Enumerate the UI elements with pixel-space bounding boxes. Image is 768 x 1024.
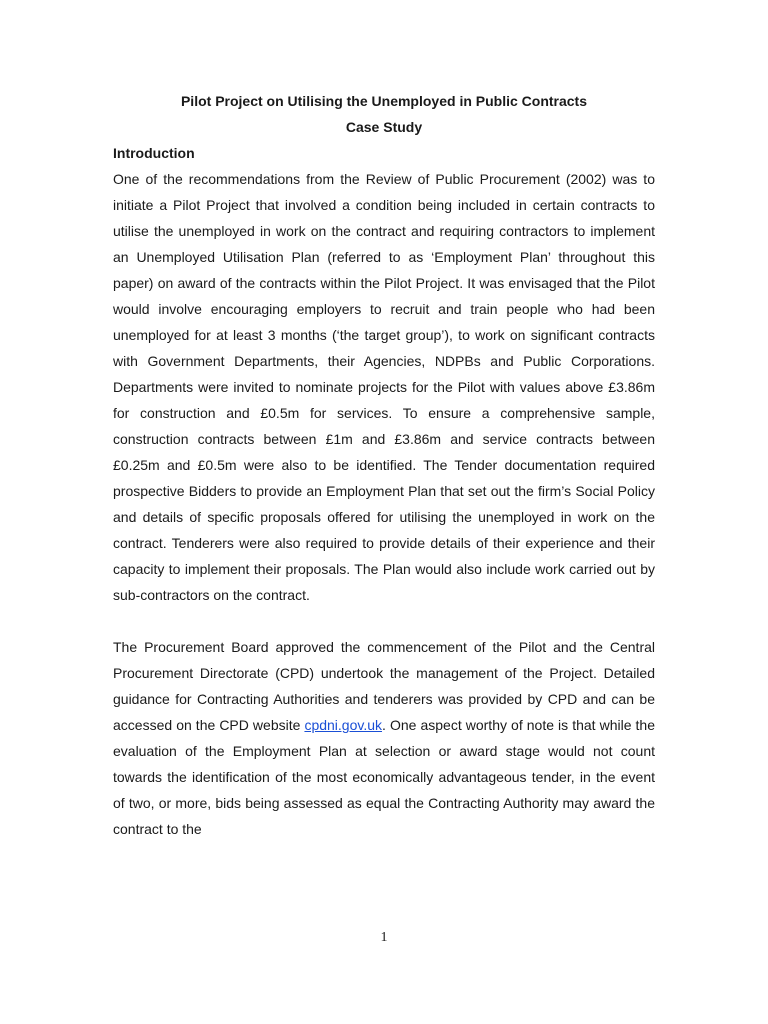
paragraph-2: [113, 634, 655, 842]
page-number: 1: [380, 930, 388, 945]
section-heading-introduction: Introduction: [113, 145, 195, 161]
cpd-website-link[interactable]: cpdni.gov.uk: [304, 717, 383, 733]
document-body: [113, 88, 655, 842]
paragraph-2-text-start: The Procurement Board approved the commencement of the Pilot and the Central Procurement Directorate (CPD) undertook the management of the Project. Detailed guidance for Contracting Authorities and tenderers was provided by CPD and can be accessed on the CPD website: [113, 639, 655, 733]
paragraph-spacer: [113, 608, 655, 634]
paragraph-1: One of the recommendations from the Review of Public Procurement (2002) was to initiate a Pilot Project that involved a condition being included in certain contracts to utilise the unemployed in work on the contract and requiring contractors to implement an Unemployed Utilisation Plan (referred to as ‘Employment Plan’ throughout this paper) on award of the contracts within the Pilot Project. It was envisaged that the Pilot would involve encouraging employers to recruit and train people who had been unemployed for at least 3 months (‘the target group’), to work on significant contracts with Government Departments, their Agencies, NDPBs and Public Corporations. Departments were invited to nominate projects for the Pilot with values above £3.86m for construction and £0.5m for services. To ensure a comprehensive sample, construction contracts between £1m and £3.86m and service contracts between £0.25m and £0.5m were also to be identified. The Tender documentation required prospective Bidders to provide an Employment Plan that set out the firm’s Social Policy and details of specific proposals offered for utilising the unemployed in work on the contract. Tenderers were also required to provide details of their experience and their capacity to implement their proposals. The Plan would also include work carried out by sub-contractors on the contract.: [113, 171, 655, 603]
paragraph-2-text-end: . One aspect worthy of note is that while the evaluation of the Employment Plan at selection or award stage would not count towards the identification of the most economically advantageous tender, in the event of two, or more, bids being assessed as equal the Contracting Authority may award the contract to the: [113, 717, 656, 837]
document-title: Pilot Project on Utilising the Unemployed in Public Contracts: [180, 93, 588, 109]
document-subtitle: Case Study: [345, 119, 423, 135]
